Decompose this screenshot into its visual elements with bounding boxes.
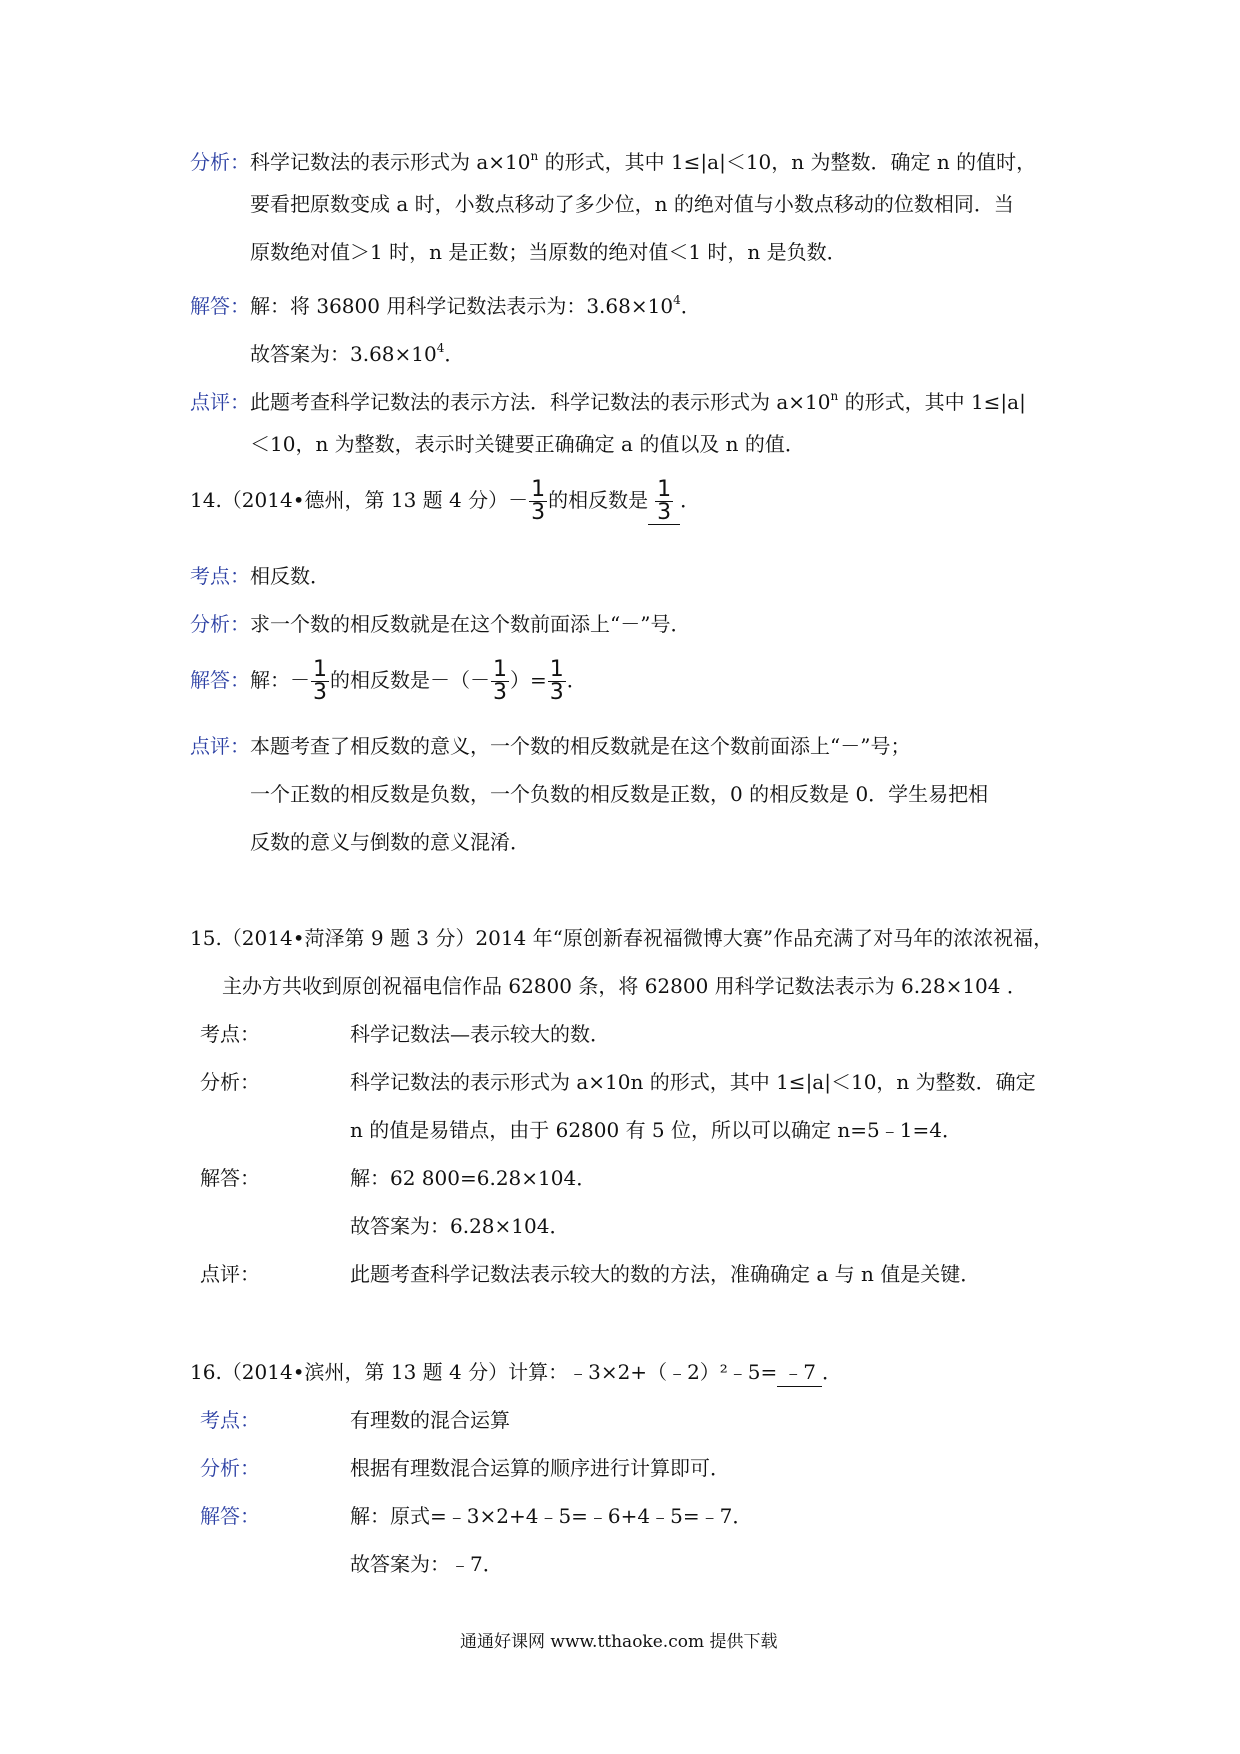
fraction-numerator: 1 — [531, 477, 546, 502]
q16-analysis-label: 分析： — [200, 1456, 260, 1480]
q16-stem-end: ． — [822, 1360, 843, 1384]
comment-label: 点评： — [190, 734, 250, 758]
q14-answer-blank — [648, 478, 680, 525]
q15-answer-label: 解答： — [200, 1166, 260, 1190]
q15-analysis-line2: n 的值是易错点，由于 62800 有 5 位，所以可以确定 n=5﹣1=4． — [350, 1118, 962, 1142]
q13-analysis-text-b: 的形式，其中 1≤|a|＜10，n 为整数．确定 n 的值时， — [538, 150, 1037, 174]
fraction-denominator: 3 — [313, 680, 327, 705]
q13-answer-line2 — [250, 334, 464, 368]
q13-comment-text-b: 的形式，其中 1≤|a| — [838, 390, 1026, 414]
q15-analysis-label: 分析： — [200, 1070, 260, 1094]
q14-comment-text: 本题考查了相反数的意义，一个数的相反数就是在这个数前面添上“－”号； — [250, 734, 911, 758]
q14-stem-text-b: 的相反数是 — [548, 488, 649, 512]
q16-answer-label: 解答： — [200, 1504, 260, 1528]
q14-answer-text-c: ）= — [510, 668, 547, 692]
fraction-denominator: 3 — [657, 500, 672, 525]
fraction-denominator: 3 — [549, 680, 564, 705]
q13-analysis-line1 — [190, 142, 1036, 176]
q14-analysis-text: 求一个数的相反数就是在这个数前面添上“－”号． — [250, 612, 691, 636]
q15-kaodian-label: 考点： — [200, 1022, 260, 1046]
q14-answer-fraction — [655, 479, 673, 524]
fraction-numerator: 1 — [657, 477, 672, 502]
q14-stem — [190, 478, 700, 525]
q16-answer-blank: ﹣7 — [777, 1358, 822, 1387]
q13-answer2-sup: 4 — [436, 341, 445, 355]
q14-answer-text: 解：－ — [250, 668, 310, 692]
q15-answer-line1: 解：62 800=6.28×104． — [350, 1166, 597, 1190]
q13-comment-line1 — [190, 382, 1026, 416]
q13-analysis-line2: 要看把原数变成 a 时，小数点移动了多少位，n 的绝对值与小数点移动的位数相同．当 — [250, 192, 1014, 216]
q14-answer-frac1 — [311, 659, 329, 704]
fraction-numerator: 1 — [313, 657, 327, 682]
q16-answer-line1: 解：原式=﹣3×2+4﹣5=﹣6+4﹣5=﹣7． — [350, 1504, 753, 1528]
q14-comment-line3: 反数的意义与倒数的意义混淆． — [250, 830, 530, 854]
q14-comment-line2: 一个正数的相反数是负数，一个负数的相反数是正数，0 的相反数是 0．学生易把相 — [250, 782, 989, 806]
q14-answer — [190, 658, 587, 704]
fraction-numerator: 1 — [549, 657, 564, 682]
q15-comment-label: 点评： — [200, 1262, 260, 1286]
q13-answer-text: 解：将 36800 用科学记数法表示为：3.68×10 — [250, 294, 674, 318]
q13-answer-sup: 4 — [673, 293, 681, 307]
q15-comment: 此题考查科学记数法表示较大的数的方法，准确确定 a 与 n 值是关键． — [350, 1262, 981, 1286]
q15-kaodian: 科学记数法—表示较大的数． — [350, 1022, 610, 1046]
q13-answer2-end: ． — [444, 342, 465, 366]
q15-answer-line2: 故答案为：6.28×104． — [350, 1214, 570, 1238]
q14-answer-frac2 — [491, 659, 509, 704]
q16-stem-text: 16.（2014•滨州，第 13 题 4 分）计算：﹣3×2+（﹣2）²﹣5= — [190, 1360, 778, 1384]
q13-analysis-line3: 原数绝对值＞1 时，n 是正数；当原数的绝对值＜1 时，n 是负数． — [250, 240, 847, 264]
q16-kaodian: 有理数的混合运算 — [350, 1408, 510, 1432]
q13-comment-sup: n — [830, 389, 839, 403]
q15-analysis-line1: 科学记数法的表示形式为 a×10n 的形式，其中 1≤|a|＜10，n 为整数．确定 — [350, 1070, 1036, 1094]
q14-answer-text-b: 的相反数是－（－ — [330, 668, 490, 692]
kaodian-label: 考点： — [190, 564, 250, 588]
q16-stem — [190, 1358, 842, 1387]
q14-answer-frac3 — [548, 659, 566, 704]
q16-kaodian-label: 考点： — [200, 1408, 260, 1432]
answer-label: 解答： — [190, 668, 250, 692]
q14-analysis — [190, 610, 690, 638]
q13-comment-text: 此题考查科学记数法的表示方法．科学记数法的表示形式为 a×10 — [250, 390, 831, 414]
comment-label: 点评： — [190, 390, 250, 414]
q13-answer-line1 — [190, 286, 701, 320]
q14-fraction — [529, 479, 547, 524]
q15-stem-line1: 15.（2014•菏泽第 9 题 3 分）2014 年“原创新春祝福微博大赛”作品充满了对马年的浓浓祝福， — [190, 926, 1054, 950]
q16-answer-line2: 故答案为：﹣7． — [350, 1552, 503, 1576]
answer-label: 解答： — [190, 294, 250, 318]
analysis-label: 分析： — [190, 150, 250, 174]
page-footer: 通通好课网 www.tthaoke.com 提供下载 — [460, 1632, 778, 1652]
fraction-numerator: 1 — [493, 657, 507, 682]
q13-answer-end: ． — [680, 294, 701, 318]
q13-analysis-text: 科学记数法的表示形式为 a×10 — [250, 150, 531, 174]
q14-answer-end: ． — [566, 668, 587, 692]
fraction-denominator: 3 — [493, 680, 507, 705]
q14-stem-text: 14.（2014•德州，第 13 题 4 分）－ — [190, 488, 529, 512]
q16-analysis: 根据有理数混合运算的顺序进行计算即可． — [350, 1456, 730, 1480]
q14-comment-line1 — [190, 732, 910, 760]
q13-analysis-sup: n — [530, 149, 539, 163]
analysis-label: 分析： — [190, 612, 250, 636]
q14-kaodian-text: 相反数． — [250, 564, 330, 588]
q13-answer2-text: 故答案为：3.68×10 — [250, 342, 437, 366]
q15-stem-line2: 主办方共收到原创祝福电信作品 62800 条，将 62800 用科学记数法表示为 6.28×104 ． — [222, 974, 1027, 998]
q13-comment-line2: ＜10，n 为整数，表示时关键要正确确定 a 的值以及 n 的值． — [250, 432, 805, 456]
q14-kaodian — [190, 562, 330, 590]
q14-stem-end: ． — [680, 488, 701, 512]
fraction-denominator: 3 — [531, 500, 546, 525]
